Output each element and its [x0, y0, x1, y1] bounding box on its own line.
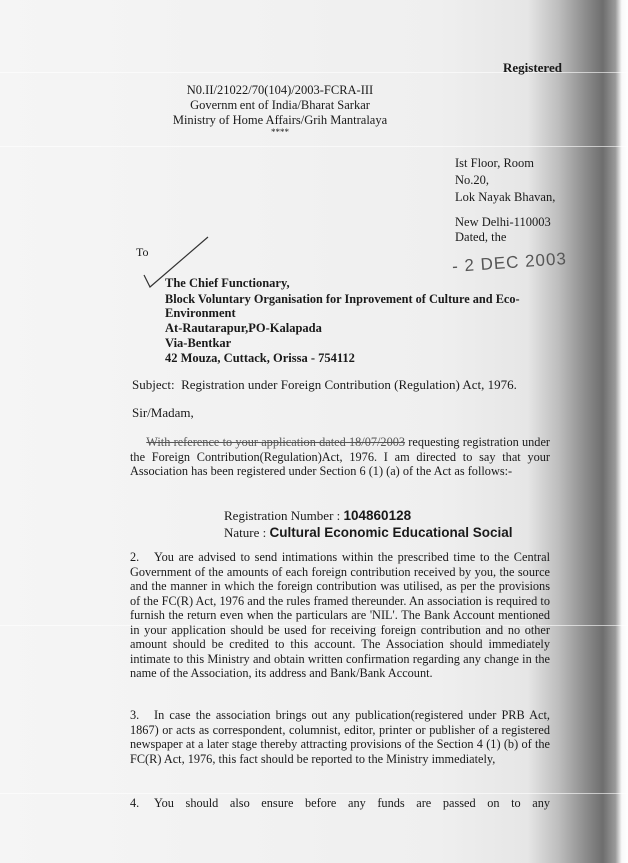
ministry-line: Ministry of Home Affairs/Grih Mantralaya	[172, 113, 388, 127]
paragraph-2-text: You are advised to send intimations within the prescribed time to the Central Government of the amounts of each foreign contribution received by you, the source and the manner in which the foreign contribution was utilised, as per the provisions of the FC(R) Act, 1976 and the rules framed thereunder. An association is required to furnish the return even when the particulars are 'NIL'. The Bank Account mentioned in your application should be used for receiving foreign contribution and no other amount should be credited to this account. The Association should immediately intimate to this Ministry and obtain written confirmation regarding any change in the name of the Association, its address and Bank/Bank Account.	[130, 550, 550, 680]
paragraph-4	[130, 796, 550, 811]
subject-label: Subject:	[132, 377, 175, 392]
recipient-line: At-Rautarapur,PO-Kalapada	[165, 321, 322, 335]
subject-line	[132, 377, 517, 393]
recipient-line: 42 Mouza, Cuttack, Orissa - 754112	[165, 351, 355, 365]
fold-line	[0, 793, 628, 794]
fold-line	[0, 146, 628, 147]
paragraph-number: 3.	[130, 708, 140, 722]
recipient-line: Environment	[165, 306, 236, 320]
recipient-line: The Chief Functionary,	[165, 276, 290, 290]
paragraph-1	[130, 435, 550, 479]
nature-value: Cultural Economic Educational Social	[269, 525, 513, 540]
paragraph-3-text: In case the association brings out any publication(registered under PRB Act, 1867) or acts as correspondent, columnist, editor, printer or publisher of a registered newspaper at a later stage thereby attracting provisions of the Section 4 (1) (b) of the FC(R) Act, 1976, this fact should be reported to the Ministry immediately,	[130, 708, 550, 766]
header-stars: ****	[271, 127, 289, 137]
address-line: No.20,	[455, 173, 490, 187]
paragraph-number: 4.	[130, 796, 140, 810]
to-label: To	[136, 245, 149, 259]
address-line: Ist Floor, Room	[455, 156, 535, 170]
registration-number-value: 104860128	[343, 508, 412, 523]
address-line: Lok Nayak Bhavan,	[455, 190, 556, 204]
registered-mark: Registered	[503, 60, 562, 75]
paragraph-4-text: You should also ensure before any funds are passed on to any	[154, 796, 550, 810]
paragraph-1-struck: With reference to your application dated 18/07/2003	[146, 435, 406, 449]
paragraph-2	[130, 550, 550, 681]
paragraph-number: 2.	[130, 550, 140, 564]
registration-number-label: Registration Number :	[224, 508, 341, 523]
subject-text: Registration under Foreign Contribution (Regulation) Act, 1976.	[181, 377, 517, 392]
reference-number: N0.II/21022/70(104)/2003-FCRA-III	[186, 83, 374, 97]
paragraph-1-text: requesting registration under the Foreign Contribution(Regulation)Act, 1976. I am directed to say that your Association has been registered under Section 6 (1) (a) of the Act as follows:-	[130, 435, 551, 478]
address-city: New Delhi-110003	[455, 215, 551, 229]
government-line: Governm ent of India/Bharat Sarkar	[190, 98, 370, 112]
registration-number	[224, 508, 411, 524]
paragraph-3	[130, 708, 550, 766]
recipient-line: Block Voluntary Organisation for Inprovement of Culture and Eco-	[165, 292, 520, 306]
registration-nature	[224, 525, 513, 541]
recipient-line: Via-Bentkar	[165, 336, 232, 350]
dated-label: Dated, the	[455, 230, 507, 244]
salutation: Sir/Madam,	[132, 405, 194, 420]
date-stamp: - 2 DEC 2003	[451, 249, 568, 276]
nature-label: Nature :	[224, 525, 267, 540]
